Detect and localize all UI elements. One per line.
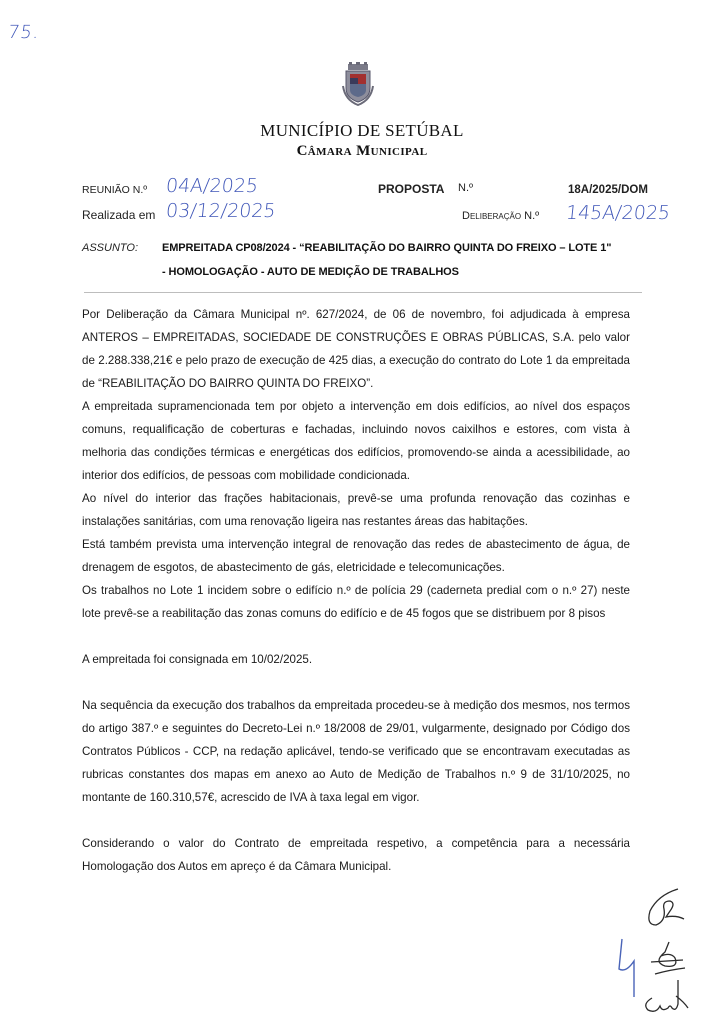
council-subtitle: Câmara Municipal	[296, 143, 428, 159]
document-body	[82, 303, 630, 878]
body-paragraph: Os trabalhos no Lote 1 incidem sobre o edifício n.º de polícia 29 (caderneta predial com o n.º 27) neste lote prevê-se a reabilitação das zonas comuns do edifício e de 45 fogos que se distribuem por 8 pisos	[82, 584, 630, 620]
reuniao-value: 04A/2025	[164, 175, 260, 197]
proposta-label: PROPOSTA	[378, 182, 445, 196]
body-paragraph: Na sequência da execução dos trabalhos da empreitada procedeu-se à medição dos mesmos, nos termos do artigo 387.º e seguintes do Decreto-Lei n.º 18/2008 de 29/01, vulgarmente, designado por Código dos Contratos Públicos - CCP, na redação aplicável, tendo-se verificado que se encontravam executadas as rubricas constantes dos mapas em anexo ao Auto de Medição de Trabalhos n.º 9 de 31/10/2025, no montante de 160.310,57€, acrescido de IVA à taxa legal em vigor.	[82, 699, 630, 804]
initials-signature-1-icon	[640, 885, 700, 935]
body-paragraph: Está também prevista uma intervenção integral de renovação das redes de abastecimento de água, de drenagem de esgotos, de abastecimento de gás, eletricidade e telecomunicações.	[82, 538, 630, 574]
proposta-number-label: N.º	[458, 182, 474, 194]
reuniao-label: REUNIÃO N.º	[82, 184, 148, 196]
body-paragraph: A empreitada supramencionada tem por objeto a intervenção em dois edifícios, ao nível dos espaços comuns, requalificação de coberturas e fachadas, incluindo novos caixilhos e estores, com vista à melhoria das condições térmicas e energéticas dos edifícios, promovendo-se ainda a acessibilidade, ao interior dos edifícios, de pessoas com mobilidade condicionada.	[82, 400, 630, 482]
body-paragraph: Por Deliberação da Câmara Municipal nº. 627/2024, de 06 de novembro, foi adjudicada à empresa ANTEROS – EMPREITADAS, SOCIEDADE DE CONSTRUÇÕES E OBRAS PÚBLICAS, S.A. pelo valor de 2.288.338,21€ e pelo prazo de execução de 425 dias, a execução do contrato do Lote 1 da empreitada de “REABILITAÇÃO DO BAIRRO QUINTA DO FREIXO”.	[82, 308, 630, 390]
subject-label: ASSUNTO:	[82, 242, 139, 254]
body-paragraph: A empreitada foi consignada em 10/02/2025.	[82, 653, 313, 666]
realizada-label: Realizada em	[82, 208, 156, 222]
realizada-value: 03/12/2025	[164, 200, 277, 222]
deliberacao-label: Deliberação N.º	[462, 210, 540, 222]
proposta-value: 18A/2025/DOM	[568, 184, 648, 196]
body-paragraph: Considerando o valor do Contrato de empreitada respetivo, a competência para a necessária Homologação dos Autos em apreço é da Câmara Municipal.	[82, 837, 630, 873]
municipality-title: MUNICÍPIO DE SETÚBAL	[260, 121, 464, 140]
header-divider	[84, 292, 642, 293]
handwritten-page-number: 75.	[6, 22, 42, 43]
subject-line-1: EMPREITADA CP08/2024 - “REABILITAÇÃO DO BAIRRO QUINTA DO FREIXO – LOTE 1"	[162, 242, 612, 254]
body-paragraph: Ao nível do interior das frações habitacionais, prevê-se uma profunda renovação das cozinhas e instalações sanitárias, com uma renovação ligeira nas restantes áreas das habitações.	[82, 492, 630, 528]
municipal-crest-icon	[341, 62, 375, 106]
initials-signature-3-icon	[640, 978, 700, 1018]
subject-line-2: - HOMOLOGAÇÃO - AUTO DE MEDIÇÃO DE TRABALHOS	[162, 266, 459, 278]
initials-signature-blue-icon	[614, 935, 644, 1015]
deliberacao-value: 145A/2025	[564, 202, 672, 224]
